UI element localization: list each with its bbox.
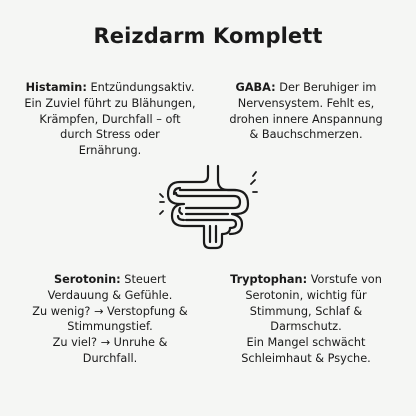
- serotonin-line: Verdauung & Gefühle.: [47, 288, 173, 302]
- histamin-first-line: Entzündungsaktiv.: [86, 81, 195, 94]
- serotonin-first-line: Steuert: [120, 273, 167, 286]
- serotonin-line: Zu viel? → Unruhe &: [52, 336, 168, 350]
- serotonin-term: Serotonin:: [53, 273, 121, 286]
- gaba-line: Nervensystem. Fehlt es,: [237, 96, 375, 110]
- tryptophan-line: Stimmung, Schlaf &: [249, 304, 363, 318]
- page-title: Reizdarm Komplett: [93, 24, 323, 48]
- histamin-info: [12, 80, 208, 159]
- gaba-info: [208, 80, 404, 143]
- intestine-icon: [158, 162, 258, 252]
- histamin-term: Histamin:: [25, 81, 87, 94]
- tryptophan-first-line: Vorstufe von: [307, 273, 382, 286]
- tryptophan-info: [208, 272, 404, 367]
- histamin-line: Ernährung.: [78, 144, 142, 158]
- serotonin-line: Durchfall.: [82, 351, 138, 365]
- tryptophan-line: Schleimhaut & Psyche.: [241, 351, 371, 365]
- serotonin-info: [12, 272, 208, 367]
- gaba-term: GABA:: [235, 81, 276, 94]
- gaba-line: & Bauchschmerzen.: [249, 128, 363, 142]
- tryptophan-line: Serotonin, wichtig für: [245, 288, 367, 302]
- histamin-line: Ein Zuviel führt zu Blähungen,: [24, 96, 196, 110]
- tryptophan-line: Ein Mangel schwächt: [246, 336, 366, 350]
- gaba-line: drohen innere Anspannung: [229, 112, 383, 126]
- serotonin-line: Zu wenig? → Verstopfung &: [32, 304, 188, 318]
- gaba-first-line: Der Beruhiger im: [275, 81, 377, 94]
- tryptophan-line: Darmschutz.: [270, 320, 342, 334]
- histamin-line: durch Stress oder: [60, 128, 160, 142]
- tryptophan-term: Tryptophan:: [230, 273, 308, 286]
- serotonin-line: Stimmungstief.: [67, 320, 153, 334]
- histamin-line: Krämpfen, Durchfall – oft: [39, 112, 181, 126]
